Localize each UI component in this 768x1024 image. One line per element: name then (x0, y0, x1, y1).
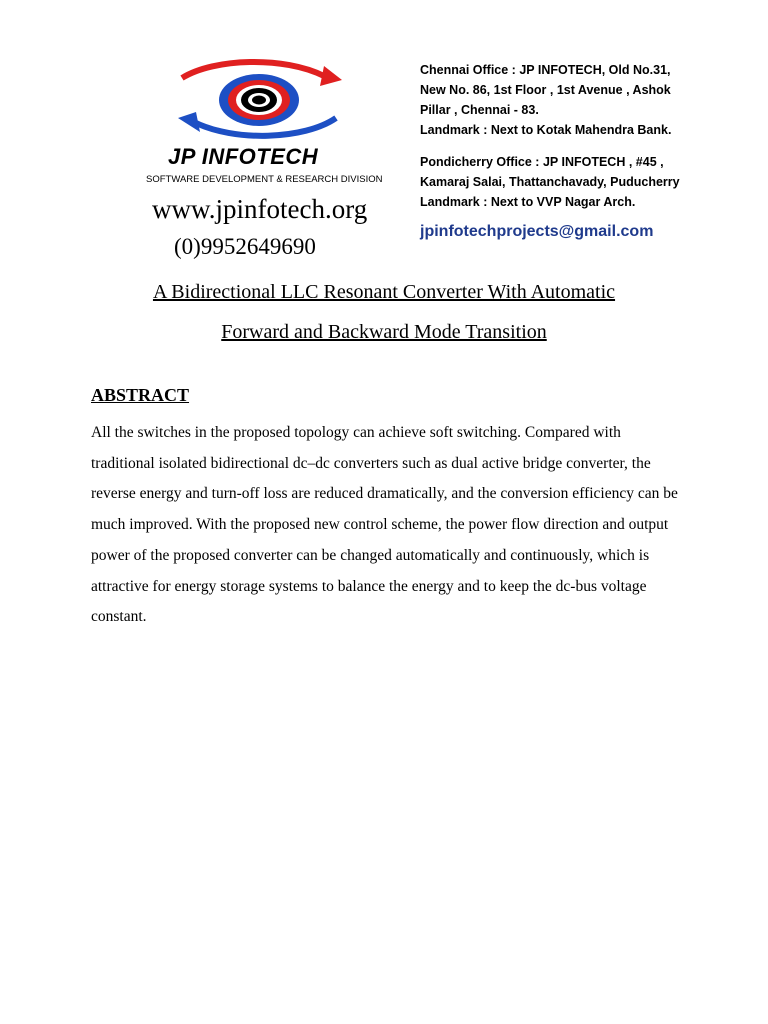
chennai-address-line: Pillar , Chennai - 83. (420, 103, 539, 117)
brand-website: www.jpinfotech.org (152, 194, 368, 224)
pondicherry-address-line: Kamaraj Salai, Thattanchavady, Puducherry (420, 175, 680, 189)
jp-infotech-logo-icon (174, 48, 344, 148)
chennai-landmark: Landmark : Next to Kotak Mahendra Bank. (420, 123, 672, 137)
logo-block (138, 40, 408, 270)
pondicherry-address-line: Pondicherry Office : JP INFOTECH , #45 , (420, 155, 664, 169)
brand-tagline: SOFTWARE DEVELOPMENT & RESEARCH DIVISION (146, 174, 383, 185)
letterhead (138, 40, 730, 270)
document-title (60, 272, 708, 352)
title-line: A Bidirectional LLC Resonant Converter With Automatic (152, 281, 616, 303)
abstract-heading: ABSTRACT (91, 385, 190, 405)
contact-email: jpinfotechprojects@gmail.com (420, 223, 654, 240)
chennai-address-line: New No. 86, 1st Floor , 1st Avenue , Ashok (420, 83, 671, 97)
title-line: Forward and Backward Mode Transition (221, 321, 547, 343)
abstract-text: All the switches in the proposed topology can achieve soft switching. Compared with traditional isolated bidirectional dc–dc converters such as dual active bridge converter, the reverse energy and turn-off loss are reduced dramatically, and the conversion efficiency can be much improved. With the proposed new control scheme, the power flow direction and output power of the proposed converter can be changed automatically and continuously, which is attractive for energy storage systems to balance the energy and to keep the dc-bus voltage constant. (91, 424, 678, 626)
brand-name: JP INFOTECH (168, 144, 319, 169)
brand-phone: (0)9952649690 (174, 234, 316, 259)
chennai-address-line: Chennai Office : JP INFOTECH, Old No.31, (420, 63, 671, 77)
contact-block (420, 60, 730, 242)
pondicherry-landmark: Landmark : Next to VVP Nagar Arch. (420, 195, 636, 209)
